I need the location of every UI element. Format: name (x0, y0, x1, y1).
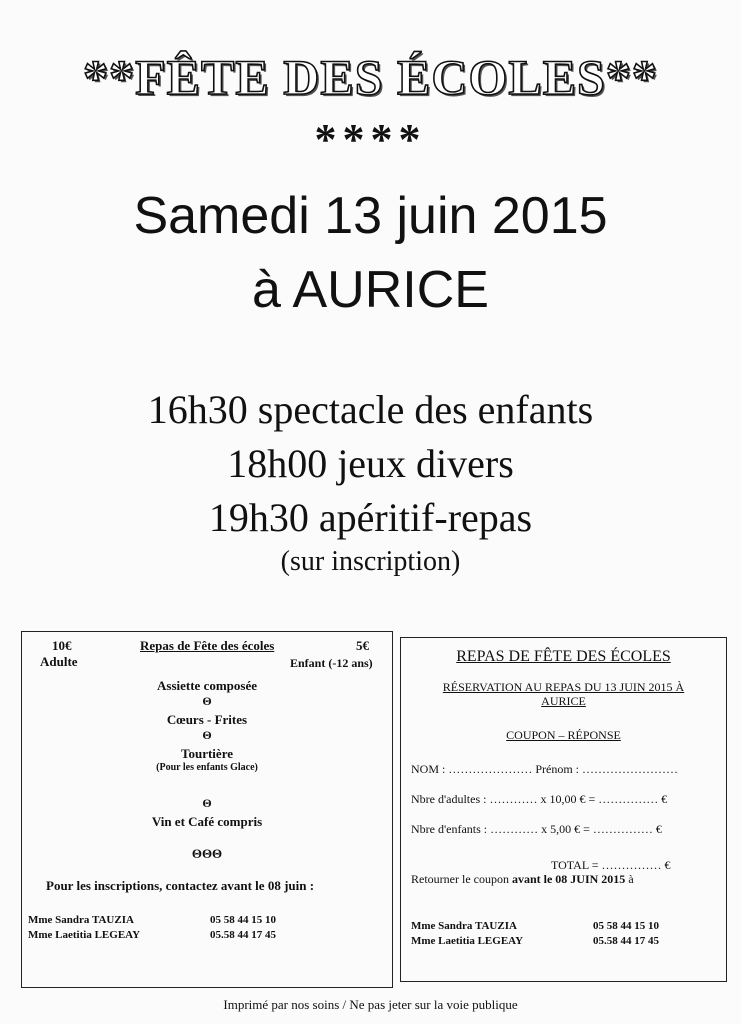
decorative-stars: **** (314, 115, 427, 164)
child-label: Enfant (-12 ans) (290, 656, 373, 670)
program-note: (sur inscription) (280, 546, 461, 577)
menu-end-mark: ΘΘΘ (191, 846, 223, 861)
program-item-jeux: 18h00 jeux divers (227, 441, 514, 486)
contact-name: Mme Laetitia LEGEAY (411, 935, 524, 947)
total-field[interactable]: TOTAL = …………… € (551, 858, 671, 872)
adult-price: 10€ (52, 638, 72, 653)
return-instruction (411, 872, 634, 887)
children-count-field[interactable]: Nbre d'enfants : ………… x 5,00 € = …………… € (411, 822, 662, 836)
event-date: Samedi 13 juin 2015 (133, 187, 608, 245)
reservation-subtitle: RÉSERVATION AU REPAS DU 13 JUIN 2015 À AURICE (442, 680, 685, 708)
menu-separator: Θ (202, 694, 212, 708)
menu-separator: Θ (202, 728, 212, 742)
menu-item-assiette: Assiette composée (157, 678, 257, 693)
contact-phone: 05.58 44 17 45 (210, 929, 276, 941)
coupon-label: COUPON – RÉPONSE (506, 728, 621, 742)
menu-item-vin-cafe: Vin et Café compris (151, 814, 263, 829)
name-field[interactable]: NOM : ………………… Prénom : …………………… (411, 762, 678, 776)
contact-phone: 05 58 44 15 10 (593, 920, 659, 932)
event-place: à AURICE (252, 261, 489, 319)
menu-separator: Θ (202, 796, 212, 810)
menu-title: Repas de Fête des écoles (140, 638, 275, 653)
adult-label: Adulte (40, 654, 78, 669)
return-prefix: Retourner le coupon (411, 872, 512, 886)
menu-item-glace-note: (Pour les enfants Glace) (156, 762, 258, 773)
footer-note: Imprimé par nos soins / Ne pas jeter sur la voie publique (223, 997, 518, 1012)
contact-name: Mme Laetitia LEGEAY (28, 929, 141, 941)
menu-box (21, 631, 393, 988)
program-item-spectacle: 16h30 spectacle des enfants (147, 387, 594, 432)
menu-item-tourtiere: Tourtière (181, 746, 233, 761)
return-suffix: à (625, 872, 634, 886)
return-deadline: avant le 08 JUIN 2015 (511, 872, 626, 886)
contact-instruction: Pour les inscriptions, contactez avant le 08 juin : (46, 878, 315, 893)
contact-phone: 05 58 44 15 10 (210, 914, 276, 926)
contact-phone: 05.58 44 17 45 (593, 935, 659, 947)
program-item-aperitif: 19h30 apéritif-repas (208, 495, 533, 540)
child-price: 5€ (356, 638, 369, 653)
coupon-title: REPAS DE FÊTE DES ÉCOLES (456, 648, 671, 665)
event-title: **FÊTE DES ÉCOLES** (83, 49, 658, 105)
menu-item-coeurs-frites: Cœurs - Frites (166, 712, 248, 727)
contact-name: Mme Sandra TAUZIA (28, 914, 134, 926)
coupon-box (400, 637, 727, 982)
contact-name: Mme Sandra TAUZIA (411, 920, 517, 932)
adults-count-field[interactable]: Nbre d'adultes : ………… x 10,00 € = …………… € (411, 792, 668, 806)
